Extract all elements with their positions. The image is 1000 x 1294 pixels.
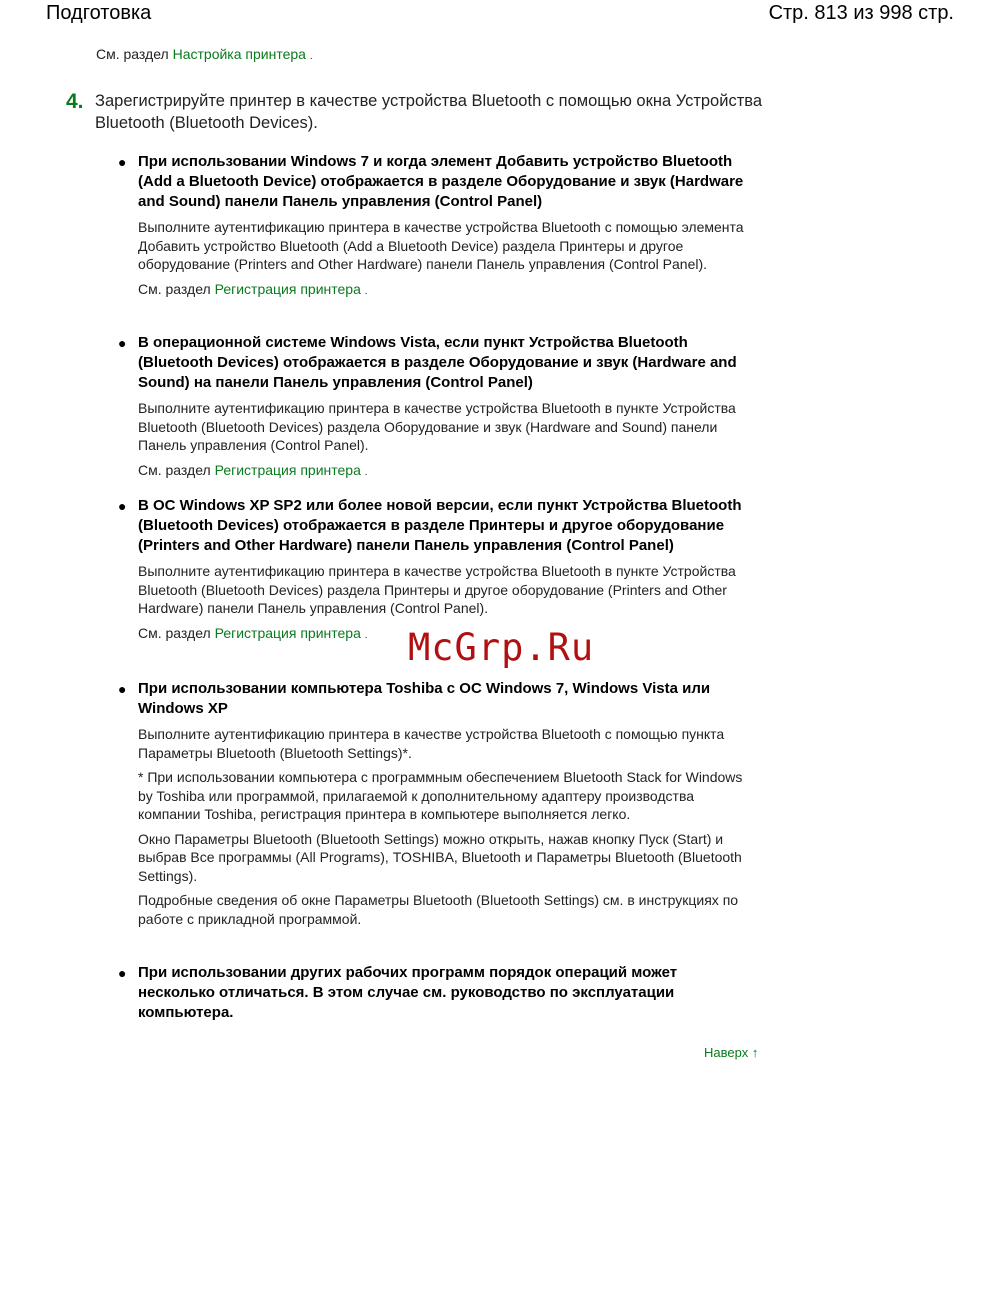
watermark-text: McGrp.Ru — [408, 626, 595, 669]
step-number: 4. — [66, 90, 84, 113]
see-prefix: См. раздел — [96, 46, 169, 62]
item-paragraph: Выполните аутентификацию принтера в качестве устройства Bluetooth с помощью пункта Параметры Bluetooth (Bluetooth Settings)*. — [138, 726, 725, 761]
see-prefix: См. раздел — [138, 624, 211, 641]
item-paragraph: Выполните аутентификацию принтера в качестве устройства Bluetooth в пункте Устройства Bluetooth (Bluetooth Devices) раздела Оборудование и звук (Hardware and Sound) панели Панель управления (Control Panel). — [138, 400, 736, 453]
see-section-line — [138, 280, 758, 302]
printer-setup-link[interactable]: Настройка принтера — [172, 46, 306, 62]
item-title: При использовании других рабочих программ порядок операций может несколько отличаться. В этом случае см. руководство по эксплуатации компьютера. — [138, 964, 678, 1021]
item-paragraph: * При использовании компьютера с программным обеспечением Bluetooth Stack for Windows by Toshiba или программой, прилагаемой к дополнительному адаптеру производства компании Toshiba, регистрация принтера в компьютере выполняется легко. — [138, 769, 743, 822]
bullet-icon: ● — [118, 154, 127, 170]
item-paragraph: Выполните аутентификацию принтера в качестве устройства Bluetooth с помощью элемента Добавить устройство Bluetooth (Add a Bluetooth Device) раздела Принтеры и другое оборудование (Printers and Other Hardware) панели Панель управления (Control Panel). — [138, 219, 744, 272]
bullet-icon: ● — [118, 965, 127, 981]
bullet-icon: ● — [118, 498, 127, 514]
bullet-icon: ● — [118, 335, 127, 351]
back-to-top-link[interactable] — [704, 1045, 758, 1060]
link-dot: . — [364, 285, 368, 297]
item-title: В ОС Windows XP SP2 или более новой версии, если пункт Устройства Bluetooth (Bluetooth Devices) отображается в разделе Принтеры и другое оборудование (Printers and Other Hardware) панели Панель управления (Control Panel) — [138, 497, 742, 554]
item-title: В операционной системе Windows Vista, если пункт Устройства Bluetooth (Bluetooth Devices) отображается в разделе Оборудование и звук (Hardware and Sound) на панели Панель управления (Control Panel) — [138, 334, 737, 391]
item-title: При использовании компьютера Toshiba с ОС Windows 7, Windows Vista или Windows XP — [138, 680, 711, 717]
item-paragraph: Окно Параметры Bluetooth (Bluetooth Settings) можно открыть, нажав кнопку Пуск (Start) и выбрав Все программы (All Programs), TOSHIBA, Bluetooth и Параметры Bluetooth (Bluetooth Settings). — [138, 830, 742, 884]
item-title: При использовании Windows 7 и когда элемент Добавить устройство Bluetooth (Add a Bluetooth Device) отображается в разделе Оборудование и звук (Hardware and Sound) панели Панель управления (Control Panel) — [138, 153, 744, 210]
see-prefix: См. раздел — [138, 280, 211, 297]
step-text: Зарегистрируйте принтер в качестве устройства Bluetooth с помощью окна Устройства Bluetooth (Bluetooth Devices). — [95, 92, 763, 132]
link-dot: . — [364, 629, 368, 641]
see-section-line — [138, 461, 758, 483]
header-page-counter: Стр. 813 из 998 стр. — [768, 2, 954, 24]
link-dot: . — [309, 51, 313, 62]
link-dot: . — [364, 466, 368, 478]
see-prefix: См. раздел — [138, 461, 211, 478]
see-section-line — [96, 46, 313, 62]
bullet-icon: ● — [118, 681, 127, 697]
item-paragraph: Подробные сведения об окне Параметры Bluetooth (Bluetooth Settings) см. в инструкциях по работе с прикладной программой. — [138, 892, 739, 927]
printer-registration-link[interactable]: Регистрация принтера — [214, 461, 361, 478]
header-section-title: Подготовка — [46, 2, 152, 24]
printer-registration-link[interactable]: Регистрация принтера — [214, 624, 361, 641]
printer-registration-link[interactable]: Регистрация принтера — [214, 280, 361, 297]
back-to-top-label: Наверх — [704, 1045, 749, 1060]
item-paragraph: Выполните аутентификацию принтера в качестве устройства Bluetooth в пункте Устройства Bluetooth (Bluetooth Devices) раздела Принтеры и другое оборудование (Printers and Other Hardware) панели Панель управления (Control Panel). — [138, 563, 736, 616]
arrow-up-icon: ↑ — [751, 1045, 759, 1060]
